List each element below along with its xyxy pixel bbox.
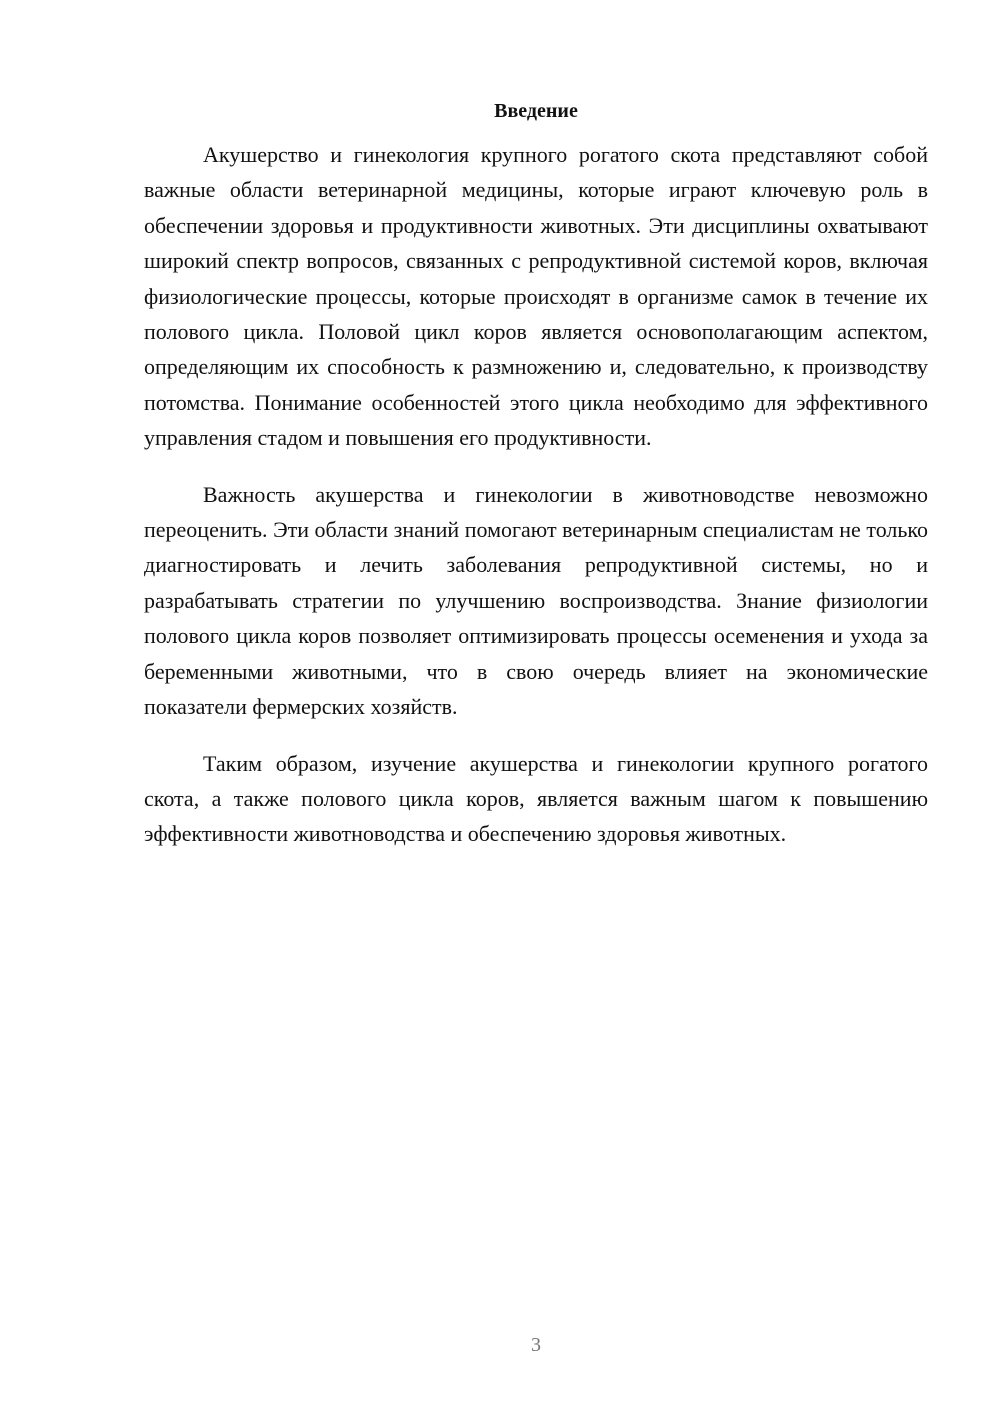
paragraph: Таким образом, изучение акушерства и гинекологии крупного рогатого скота, а также полового цикла коров, является важным шагом к повышению эффективности животноводства и обеспечению здоровья животных. (144, 750, 928, 847)
section-title: Введение (494, 100, 578, 122)
page-number: 3 (531, 1334, 541, 1356)
paragraph: Важность акушерства и гинекологии в животноводстве невозможно переоценить. Эти области знаний помогают ветеринарным специалистам не только диагностировать и лечить заболевания репродуктивной системы, но и разрабатывать стратегии по улучшению воспроизводства. Знание физиологии полового цикла коров позволяет оптимизировать процессы осеменения и ухода за беременными животными, что в свою очередь влияет на экономические показатели фермерских хозяйств. (144, 481, 928, 720)
document-body (144, 95, 928, 873)
paragraph: Акушерство и гинекология крупного рогатого скота представляют собой важные области ветеринарной медицины, которые играют ключевую роль в обеспечении здоровья и продуктивности животных. Эти дисциплины охватывают широкий спектр вопросов, связанных с репродуктивной системой коров, включая физиологические процессы, которые происходят в организме самок в течение их полового цикла. Половой цикл коров является основополагающим аспектом, определяющим их способность к размножению и, следовательно, к производству потомства. Понимание особенностей этого цикла необходимо для эффективного управления стадом и повышения его продуктивности. (144, 142, 928, 451)
